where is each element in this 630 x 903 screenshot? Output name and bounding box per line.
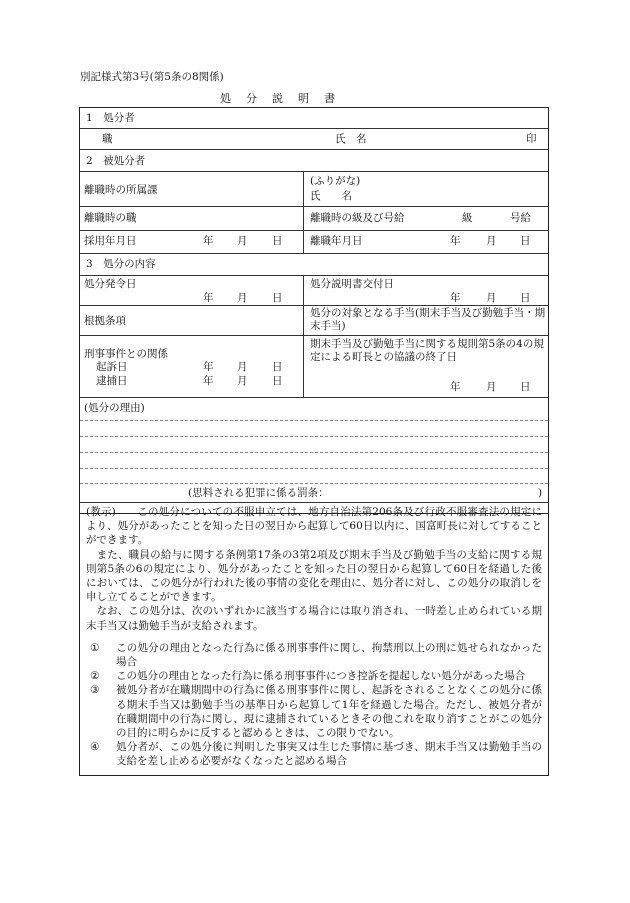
dept-label: 離職時の所属課 — [84, 184, 158, 196]
section-2-heading: 2 被処分者 — [86, 155, 146, 167]
month-label: 月 — [486, 292, 497, 304]
indicted-label: 起訴日 — [96, 361, 128, 373]
month-label: 月 — [486, 235, 497, 247]
arrested-label: 逮捕日 — [96, 375, 128, 387]
issuer-name-label: 氏 名 — [335, 133, 367, 145]
day-label: 日 — [520, 292, 531, 304]
gokyu-label: 号給 — [510, 212, 531, 224]
page-title: 処分説明書 — [220, 92, 350, 105]
item-number: ① — [90, 641, 100, 654]
item-text: この処分の理由となった行為に係る刑事事件に関し、拘禁刑以上の刑に処せられなかった場合 — [116, 641, 542, 669]
condition-item — [86, 641, 542, 669]
month-label: 月 — [486, 381, 497, 393]
notice-para-1: (教示) この処分についての不服申立ては、地方自治法第206条及び行政不服審査法の規定により、処分があったことを知った日の翌日から起算して60日以内に、国富町長に対してすることができます。 — [86, 506, 542, 547]
item-text: この処分の理由となった行為に係る刑事事件につき控訴を提起しない処分があった場合 — [116, 670, 526, 683]
revocation-conditions — [86, 641, 542, 769]
hire-date-label: 採用年月日 — [84, 235, 137, 247]
seal-label: 印 — [526, 133, 537, 145]
section-1-heading: 1 処分者 — [86, 112, 135, 124]
name-label: 氏 名 — [310, 190, 352, 202]
year-label: 年 — [203, 361, 214, 373]
item-number: ② — [90, 670, 100, 683]
grade-label: 離職時の級及び号給 — [310, 212, 405, 224]
item-text: 処分者が、この処分後に判明した事実又は生じた事情に基づき、期末手当又は勤勉手当の支給を差し止める必要がなくなったと認める場合 — [116, 741, 542, 768]
delivery-date-label: 処分説明書交付日 — [310, 278, 394, 290]
notice-para-3: なお、この処分は、次のいずれかに該当する場合には取り消され、一時差し止められている期末手当又は勤勉手当が支給されます。 — [86, 605, 542, 632]
year-label: 年 — [203, 292, 214, 304]
month-label: 月 — [237, 361, 248, 373]
item-number: ③ — [90, 684, 100, 697]
day-label: 日 — [272, 292, 283, 304]
month-label: 月 — [237, 292, 248, 304]
retire-date-label: 離職年月日 — [310, 235, 363, 247]
consult-label: 期末手当及び勤勉手当に関する規則第5条の4の規定による町長との協議の終了日 — [310, 338, 544, 363]
month-label: 月 — [237, 375, 248, 387]
instruction-notice — [79, 502, 549, 776]
issuer-post-label: 職 — [102, 133, 113, 145]
notice-para-2: また、職員の給与に関する条例第17条の3第2項及び期末手当及び勤勉手当の支給に関する規則第5条の6の規定により、処分があったことを知った日の翌日から起算して60日を経過した後においては、この処分が行われた後の事情の変化を理由に、処分者に対し、この処分の取消しを申し立てることができます。 — [86, 548, 542, 604]
disposition-form — [79, 107, 549, 514]
day-label: 日 — [272, 235, 283, 247]
condition-item — [86, 669, 542, 683]
day-label: 日 — [272, 361, 283, 373]
issue-date-label: 処分発令日 — [84, 278, 137, 290]
section-3-heading: 3 処分の内容 — [86, 258, 156, 270]
item-text: 被処分者が在職期間中の行為に係る刑事事件に関し、起訴をされることなくこの処分に係る期末手当又は勤勉手当の基準日から起算して1年を経過した場合。ただし、被処分者が在職期間中の行為に関し、現に逮捕されているときその他これを取り消すことがこの処分の目的に明らかに反すると認めるときは、この限りでない。 — [116, 684, 542, 740]
allowance-label: 処分の対象となる手当(期末手当及び勤勉手当・期末手当) — [310, 307, 546, 332]
year-label: 年 — [203, 235, 214, 247]
criminal-label: 刑事事件との関係 — [84, 348, 168, 360]
post-label: 離職時の職 — [84, 212, 137, 224]
item-number: ④ — [90, 741, 100, 754]
furigana-label: (ふりがな) — [310, 175, 361, 187]
basis-label: 根拠条項 — [84, 315, 126, 327]
year-label: 年 — [450, 381, 461, 393]
month-label: 月 — [237, 235, 248, 247]
penalty-label: (思料される犯罪に係る罰条： — [188, 487, 329, 499]
form-number: 別記様式第3号(第5条の8関係) — [80, 71, 224, 83]
year-label: 年 — [203, 375, 214, 387]
penalty-close: ) — [538, 487, 543, 499]
condition-item — [86, 740, 542, 768]
reason-heading: (処分の理由) — [84, 402, 145, 414]
condition-item — [86, 683, 542, 740]
year-label: 年 — [450, 292, 461, 304]
kyu-label: 級 — [462, 212, 473, 224]
day-label: 日 — [520, 235, 531, 247]
day-label: 日 — [272, 375, 283, 387]
year-label: 年 — [450, 235, 461, 247]
day-label: 日 — [520, 381, 531, 393]
